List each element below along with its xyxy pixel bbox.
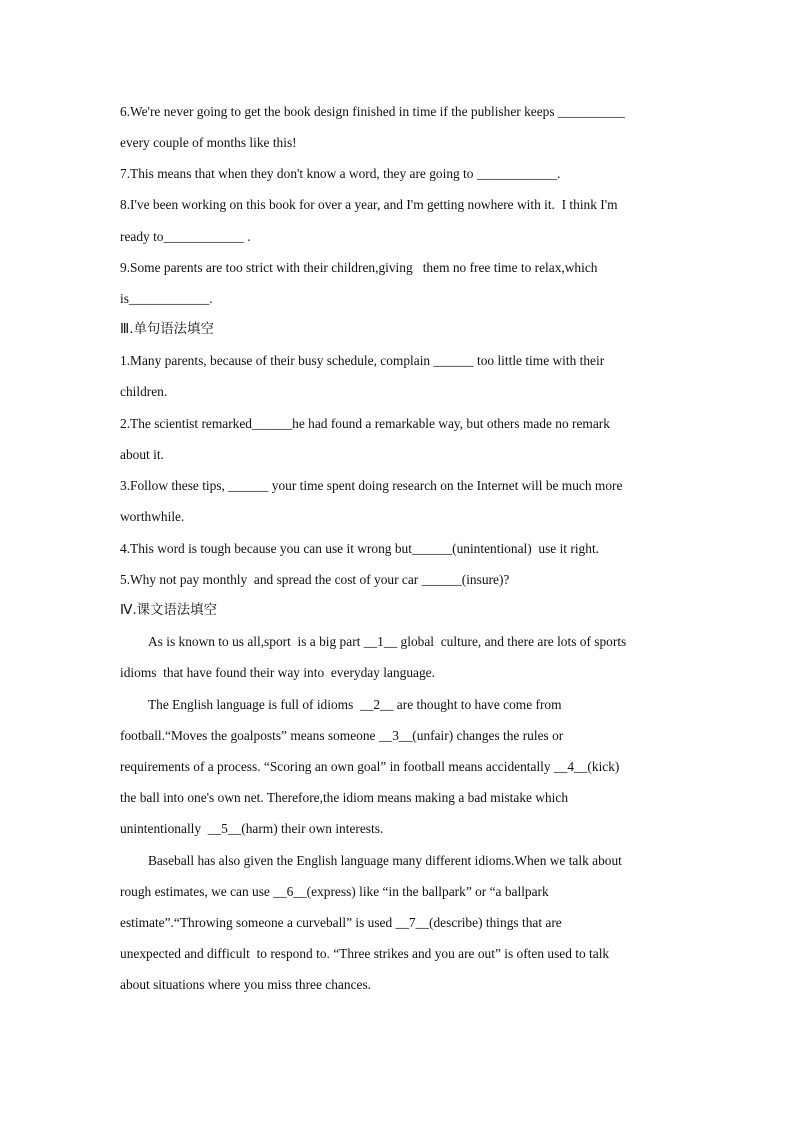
grammar-question-2-line-1: 2.The scientist remarked______he had found a remarkable way, but others made no remark — [120, 416, 610, 431]
passage-paragraph-2-line-4: the ball into one's own net. Therefore,the idiom means making a bad mistake which — [120, 790, 569, 805]
section-4-title: Ⅳ.课文语法填空 — [120, 603, 217, 618]
passage-paragraph-3-line-5: about situations where you miss three chances. — [120, 977, 372, 992]
passage-paragraph-2-line-3: requirements of a process. “Scoring an own goal” in football means accidentally __4__(kick) — [120, 759, 620, 774]
question-6-line-1: 6.We're never going to get the book design finished in time if the publisher keeps __________ — [120, 104, 625, 119]
passage-paragraph-3-line-4: unexpected and difficult to respond to. “Three strikes and you are out” is often used to talk — [120, 946, 610, 961]
passage-paragraph-1-line-2: idioms that have found their way into everyday language. — [120, 665, 435, 680]
grammar-question-1-line-1: 1.Many parents, because of their busy schedule, complain ______ too little time with their — [120, 353, 605, 368]
question-9-line-1: 9.Some parents are too strict with their children,giving them no free time to relax,which — [120, 260, 598, 275]
grammar-question-5: 5.Why not pay monthly and spread the cost of your car ______(insure)? — [120, 572, 510, 587]
passage-paragraph-1-line-1: As is known to us all,sport is a big part __1__ global culture, and there are lots of sports — [148, 634, 627, 649]
grammar-question-4: 4.This word is tough because you can use it wrong but______(unintentional) use it right. — [120, 541, 600, 556]
grammar-question-3-line-1: 3.Follow these tips, ______ your time spent doing research on the Internet will be much more — [120, 478, 623, 493]
passage-paragraph-2-line-2: football.“Moves the goalposts” means someone __3__(unfair) changes the rules or — [120, 728, 564, 743]
passage-paragraph-2-line-5: unintentionally __5__(harm) their own interests. — [120, 821, 384, 836]
question-7: 7.This means that when they don't know a word, they are going to ____________. — [120, 166, 561, 181]
question-8-line-1: 8.I've been working on this book for over a year, and I'm getting nowhere with it. I think I'm — [120, 197, 618, 212]
section-3-title: Ⅲ.单句语法填空 — [120, 322, 214, 337]
passage-paragraph-2-line-1: The English language is full of idioms __2__ are thought to have come from — [148, 697, 562, 712]
grammar-question-1-line-2: children. — [120, 384, 168, 399]
passage-paragraph-3-line-2: rough estimates, we can use __6__(express) like “in the ballpark” or “a ballpark — [120, 884, 549, 899]
question-6-line-2: every couple of months like this! — [120, 135, 297, 150]
grammar-question-3-line-2: worthwhile. — [120, 509, 185, 524]
question-9-line-2: is____________. — [120, 291, 213, 306]
passage-paragraph-3-line-3: estimate”.“Throwing someone a curveball” is used __7__(describe) things that are — [120, 915, 562, 930]
grammar-question-2-line-2: about it. — [120, 447, 164, 462]
passage-paragraph-3-line-1: Baseball has also given the English language many different idioms.When we talk about — [148, 853, 622, 868]
question-8-line-2: ready to____________ . — [120, 229, 251, 244]
